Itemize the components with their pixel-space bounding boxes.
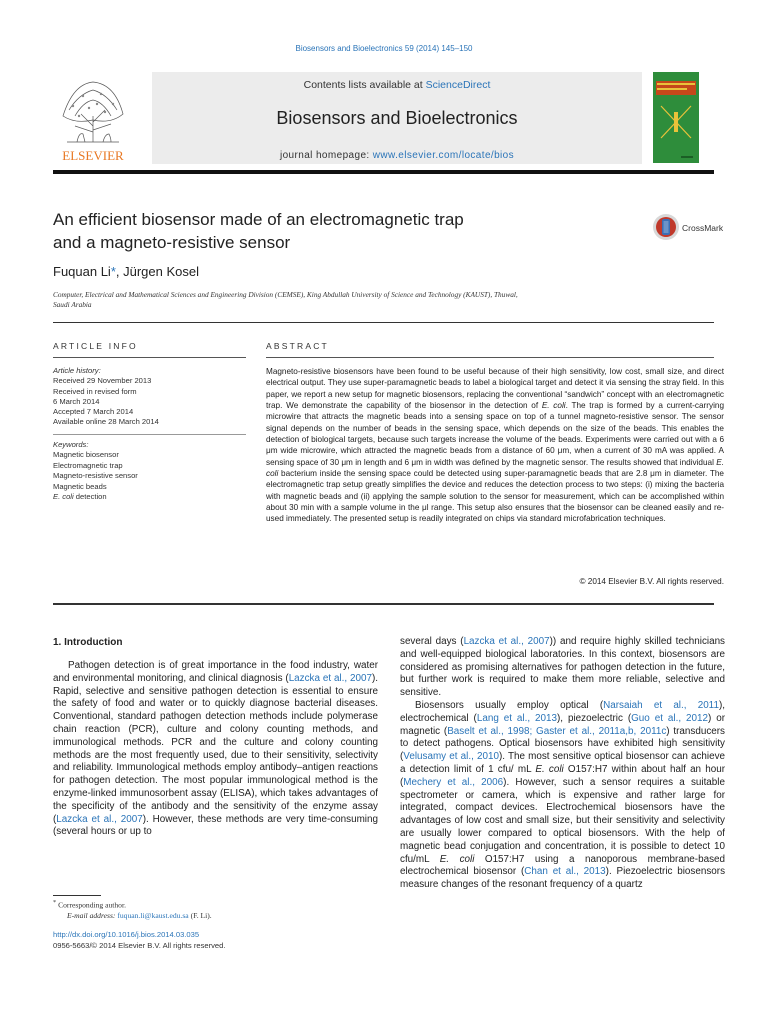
history-label: Article history: bbox=[53, 366, 101, 375]
contents-line bbox=[152, 79, 642, 91]
crossmark-badge[interactable] bbox=[652, 212, 724, 242]
article-info-heading: ARTICLE INFO bbox=[53, 341, 138, 351]
email-link[interactable]: fuquan.li@kaust.edu.sa bbox=[117, 911, 189, 921]
affiliation-line-1: Computer, Electrical and Mathematical Sciences and Engineering Division (CEMSE), King Abdullah University of Science and Technology (KAUST), Thuwal, bbox=[53, 290, 518, 299]
author-list bbox=[53, 264, 199, 279]
abstract-part: Magneto-resistive biosensors have been found to be useful because of their high sensitivity, low cost, small size, and direct electrical output. They use super-paramagnetic beads to label a biological target and detect it via sensing the stray field. In this paper, we report a new setup for magnetic biosensors, replacing the conventional “sandwich” concept with an electromagnetic trap. We demonstrate the capability of the biosensor in the detection of bbox=[266, 367, 724, 411]
text: ). Rapid, selective and sensitive pathogen detection is essential to ensure the safety of food and water or to quickly diagnose bacterial diseases. Conventional, standard pathogen detection methods include polymerase chain reaction (PCR), culture and colony counting methods, and immunological methods. PCR and the culture and colony counting methods are the most frequently used, due to their sensitivity, selectivity and reliability. Immunological methods employ antibody–antigen reactions for pathogen detection. The most popular immunological method is the enzyme-linked immunosorbent assay (ELISA), which takes advantages of the specificity of the antibody and the sensitivity of the enzyme assay ( bbox=[53, 672, 379, 825]
citation-link[interactable]: Baselt et al., 1998; Gaster et al., 2011a,b, 2011c bbox=[447, 725, 667, 737]
title-line-2: and a magneto-resistive sensor bbox=[53, 233, 291, 252]
text: )) and require highly skilled technicians and well-equipped biological laboratories. In this context, biosensors are considered as promising alternatives for pathogen detection in the future, but further work is required to make them more reliable, selective and sensitive. bbox=[400, 636, 725, 699]
abstract-italic: E. coli bbox=[266, 457, 724, 479]
text: ), electrochemical ( bbox=[400, 699, 725, 724]
citation-link[interactable]: Lazcka et al., 2007 bbox=[288, 672, 372, 684]
abstract-bottom-rule bbox=[53, 603, 714, 605]
section-heading-introduction: 1. Introduction bbox=[53, 637, 123, 648]
doi-block bbox=[53, 930, 225, 951]
abstract-part: bacterium inside the sensing space could be detected using super-paramagnetic beads that are 2.8 μm in diameter. The electromagnetic trap setup greatly simplifies the device and reduces the detection process to two steps: (i) mixing the bacteria with magnetic beads and (ii) applying the sample solution to the sensor for measurement, which can be accomplished within about 30 min with a sample volume in the μl range. This setup also ensures that the biosensor can be cleaned easily and re-used immediately. The presented setup is readily integrated on chips via standard microfabrication techniques. bbox=[266, 469, 724, 524]
citation-link[interactable]: Mechery et al., 2006 bbox=[403, 776, 504, 788]
citation-link[interactable]: Chan et al., 2013 bbox=[524, 866, 606, 878]
keyword-italic: E. coli bbox=[53, 492, 74, 502]
article-info-rule bbox=[53, 357, 246, 358]
footnote-rule bbox=[53, 895, 101, 896]
issn-line: 0956-5663/© 2014 Elsevier B.V. All rights reserved. bbox=[53, 940, 226, 950]
homepage-link[interactable]: www.elsevier.com/locate/bios bbox=[372, 150, 515, 161]
corresponding-author-note bbox=[53, 898, 373, 911]
history-item: Accepted 7 March 2014 bbox=[53, 407, 134, 417]
citation-link[interactable]: Guo et al., 2012 bbox=[631, 712, 708, 724]
body-column-right bbox=[400, 636, 725, 892]
footnote-mark: * bbox=[53, 899, 57, 906]
text: ). The most sensitive optical biosensor can achieve a detection limit of 1 cfu/ mL bbox=[400, 751, 725, 775]
abstract-rule bbox=[266, 357, 714, 358]
citation-link[interactable]: Lazcka et al., 2007 bbox=[56, 813, 143, 825]
paragraph bbox=[400, 700, 725, 892]
keyword: Magnetic biosensor bbox=[53, 450, 119, 460]
crossmark-icon bbox=[652, 212, 724, 242]
article-history bbox=[53, 366, 253, 428]
keywords bbox=[53, 440, 253, 502]
body-column-left bbox=[53, 660, 378, 839]
text: ). Piezoelectric biosensors measure changes of the resonant frequency of a quartz bbox=[400, 866, 726, 891]
crossmark-label: CrossMark bbox=[682, 223, 724, 233]
affiliation-line-2: Saudi Arabia bbox=[53, 300, 92, 309]
abstract-text bbox=[266, 366, 724, 525]
text: Biosensors usually employ optical ( bbox=[415, 699, 604, 711]
history-item: Received 29 November 2013 bbox=[53, 376, 152, 386]
journal-cover-thumbnail[interactable] bbox=[653, 72, 699, 163]
abstract-part: . The trap is formed by a current-carrying microwire that attracts the magnetic beads into a sensing space on top of a tunnel magneto-resistive sensor. The sensor signal depends on the number of beads in the sensing space, which depends on the size of the beads. This enables the detection of biological targets, because such targets increase the volume of the beads. Experiments were carried out with a 6 μm wide microwire, which attracted the magnetic beads from a distance of 60 μm, when a current of 30 mA was applied. A sensing space of 30 μm in length and 6 μm in width was defined by the magnetic sensor. The results showed that individual bbox=[266, 401, 724, 467]
keyword: Magnetic beads bbox=[53, 481, 107, 491]
text: Pathogen detection is of great importance in the food industry, water and environmental monitoring, and clinical diagnosis ( bbox=[53, 660, 378, 684]
email-suffix: (F. Li). bbox=[188, 911, 212, 921]
journal-citation[interactable]: Biosensors and Bioelectronics 59 (2014) 145–150 bbox=[295, 44, 473, 53]
text: ). However, these methods are very time-consuming (several hours or up to bbox=[53, 813, 378, 838]
elsevier-tree-icon bbox=[53, 76, 133, 164]
text: ), piezoelectric ( bbox=[557, 712, 632, 724]
text: ) transducers to detect pathogens. Optical biosensors have exhibited high sensitivity ( bbox=[400, 725, 725, 763]
keyword bbox=[53, 492, 253, 502]
title-line-1: An efficient biosensor made of an electromagnetic trap bbox=[53, 210, 464, 229]
citation-link[interactable]: Lang et al., 2013 bbox=[476, 712, 558, 724]
article-info-top-rule bbox=[53, 322, 714, 323]
text: ) or magnetic ( bbox=[400, 712, 725, 737]
email-line bbox=[53, 911, 373, 922]
author-2[interactable]: Jürgen Kosel bbox=[123, 264, 200, 279]
keywords-label: Keywords: bbox=[53, 440, 89, 449]
citation-link[interactable]: Lazcka et al., 2007 bbox=[463, 636, 550, 647]
elsevier-wordmark: ELSEVIER bbox=[62, 148, 124, 163]
author-separator: , bbox=[115, 264, 124, 279]
abstract-copyright: © 2014 Elsevier B.V. All rights reserved. bbox=[579, 577, 724, 586]
header-rule bbox=[53, 170, 714, 174]
email-label: E-mail address: bbox=[67, 911, 118, 921]
keywords-rule bbox=[53, 434, 246, 435]
citation-link[interactable]: Velusamy et al., 2010 bbox=[403, 751, 499, 763]
italic-text: E. coli bbox=[535, 763, 564, 775]
keyword: Electromagnetic trap bbox=[53, 460, 123, 470]
text: several days ( bbox=[400, 636, 464, 647]
paragraph bbox=[53, 660, 378, 839]
journal-name: Biosensors and Bioelectronics bbox=[276, 108, 518, 128]
italic-text: E. coli bbox=[439, 853, 475, 865]
footnote bbox=[53, 898, 373, 922]
citation-link[interactable]: Narsaiah et al., 2011 bbox=[603, 699, 719, 711]
history-item: 6 March 2014 bbox=[53, 396, 100, 406]
elsevier-logo bbox=[53, 76, 133, 164]
text: ). However, such a sensor requires a suitable spectrometer or camera, which is expensive and rather large for integrated, compact devices. Electrochemical biosensors have the advantages of low cost and small size, but their sensitivity and selectivity are usually lower compared to optical biosensors. With the help of magnetic bead conjugation and concentration, it is possible to detect 10 cfu/mL bbox=[400, 776, 725, 865]
journal-homepage bbox=[152, 150, 642, 161]
homepage-prefix: journal homepage: bbox=[279, 150, 373, 161]
affiliation bbox=[53, 290, 693, 310]
keyword: Magneto-resistive sensor bbox=[53, 471, 138, 481]
abstract-italic: E. coli bbox=[541, 401, 566, 411]
history-item: Available online 28 March 2014 bbox=[53, 417, 159, 427]
abstract-heading: ABSTRACT bbox=[266, 341, 329, 351]
footnote-text: Corresponding author. bbox=[56, 900, 126, 910]
sciencedirect-link[interactable]: ScienceDirect bbox=[425, 79, 491, 91]
corresponding-author-mark[interactable]: * bbox=[110, 264, 116, 279]
keyword-rest: detection bbox=[73, 492, 107, 502]
text: O157:H7 within about half an hour ( bbox=[400, 763, 725, 788]
contents-prefix: Contents lists available at bbox=[303, 79, 426, 91]
article-title bbox=[53, 208, 613, 254]
doi-link[interactable]: http://dx.doi.org/10.1016/j.bios.2014.03.035 bbox=[53, 930, 200, 939]
text: O157:H7 using a nanoporous membrane-based electrochemical biosensor ( bbox=[400, 853, 725, 878]
paragraph bbox=[400, 636, 725, 700]
history-item: Received in revised form bbox=[53, 386, 137, 396]
journal-cover-icon bbox=[653, 72, 699, 163]
author-1[interactable]: Fuquan Li bbox=[53, 264, 111, 279]
